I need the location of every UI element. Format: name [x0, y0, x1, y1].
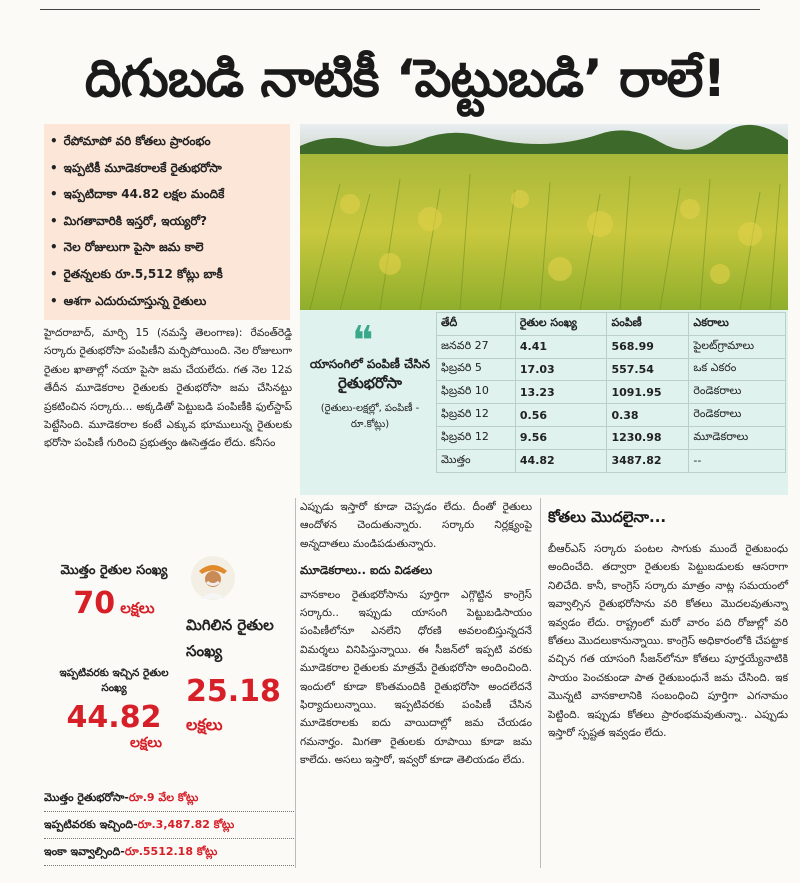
cell-acres: పైలట్‌గ్రామాలు: [689, 335, 786, 358]
cell-amount: 557.54: [607, 358, 689, 381]
given-farmers-label: ఇప్పటివరకు ఇచ్చిన రైతుల సంఖ్య: [59, 667, 169, 694]
cell-date: ఫిబ్రవరి 12: [437, 404, 516, 427]
highlight-item: • రేపోమాపో వరి కోతలు ప్రారంభం: [50, 128, 284, 155]
highlight-item: • మిగతావారికి ఇస్తరో, ఇయ్యరో?: [50, 208, 284, 235]
summary-line: [44, 812, 294, 839]
given-farmers-value: 44.82: [66, 700, 162, 735]
cell-farmers: 44.82: [515, 449, 607, 472]
remaining-farmers-value: 25.18: [186, 674, 281, 709]
given-farmers-unit: లక్షలు: [129, 735, 162, 751]
highlights-box: [44, 124, 290, 320]
farmer-illustration: [190, 555, 236, 601]
table-total-row: [437, 449, 786, 472]
distribution-table: [436, 312, 786, 473]
col3-body: బీఆర్‌ఎస్ సర్కారు పంటల సాగుకు ముందే రైతుబంధు అందించేది. తద్వారా రైతులకు పెట్టుబడులకు ఆసరాగా నిలిచేది. కానీ, కాంగ్రెస్ సర్కారు మాత్రం నాట్ల సమయంలో ఇవ్వాల్సిన రైతుభరోసాను వరి కోతలు మొదలవుతున్నా ఇవ్వడం లేదు. రాష్ట్రంలో మరో వారం పది రోజుల్లో వరి కోతలు మొదలుకానున్నాయి. కాంగ్రెస్ అధికారంలోకి చేపట్టాక వచ్చిన గత యాసంగి సీజన్‌లోనూ కోతలు పూర్తయ్యేనాటికి సాయం పెంచకుండా పాత రైతుబంధునే జమ చేసింది. ఇక మొన్నటి వానకాలానికి సంబంధించి పూర్తిగా ఎగనామం పెట్టింది. ఇప్పుడు కోతలు ప్రారంభమవుతున్నా.. ఎప్పుడు ఇస్తారో స్పష్టత ఇవ్వడం లేదు.: [548, 543, 788, 740]
header-cell: రైతుల సంఖ్య: [515, 313, 607, 336]
total-farmers-label: మొత్తం రైతుల సంఖ్య: [60, 563, 168, 578]
highlight-item: • ఇప్పటిదాకా 44.82 లక్షల మందికే: [50, 181, 284, 208]
paddy-field-photo: [300, 124, 788, 310]
headline: దిగుబడి నాటికీ ‘పెట్టుబడి’ రాలే!: [84, 49, 726, 109]
cell-farmers: 17.03: [515, 358, 607, 381]
remaining-farmers-unit: లక్షలు: [186, 715, 223, 734]
col2-subheading: మూడెకరాలు.. ఐదు విడతలు: [300, 563, 433, 578]
total-farmers-unit: లక్షలు: [120, 599, 155, 617]
table-caption: [306, 355, 434, 433]
cell-acres: రెండెకరాలు: [689, 381, 786, 404]
cell-farmers: 13.23: [515, 381, 607, 404]
table-row: [437, 426, 786, 449]
header-cell: పంపిణీ: [607, 313, 689, 336]
total-farmers-figure: [54, 586, 174, 621]
summary-label: ఇప్పటివరకు ఇచ్చింది-: [44, 818, 138, 831]
col2-body: వానకాలం రైతుభరోసాను పూర్తిగా ఎగ్గొట్టిన కాంగ్రెస్ సర్కారు.. ఇప్పుడు యాసంగి పెట్టుబడిసాయం పంపిణీలోనూ ఎనలేని ధోరణి అవలంబిస్తున్నదనే విమర్శలు వినిపిస్తున్నాయి. ఈ సీజన్‌లో ఇప్పటి వరకు మూడెకరాల రైతులకు మాత్రమే రైతుభరోసా అందించింది. ఇందులో కూడా కొంతమందికి రైతుభరోసా అందలేదనే ఫిర్యాదులున్నాయి. ఇప్పటివరకు పంపిణీ చేసిన మూడెకరాలకు ఐదు వాయిదాల్లో జమ చేయడం గమనార్హం. మిగతా రైతులకు రూపాయి కూడా జమ కాలేదు. అసలు ఇస్తారో, ఇవ్వరో కూడా తెలియడం లేదు.: [300, 588, 532, 767]
article-column-2: [300, 498, 532, 770]
amount-summary: [44, 785, 294, 866]
total-farmers-block: [54, 562, 174, 621]
summary-value: రూ.5512.18 కోట్లు: [124, 845, 218, 858]
cell-acres: --: [689, 449, 786, 472]
highlight-item: • రైతన్నలకు రూ.5,512 కోట్లు బాకీ: [50, 261, 284, 288]
summary-value: రూ.9 వేల కోట్లు: [128, 791, 199, 804]
cell-date: ఫిబ్రవరి 10: [437, 381, 516, 404]
header-cell: తేదీ: [437, 313, 516, 336]
caption-title: రైతుభరోసా: [338, 374, 402, 392]
col3-heading: కోతలు మొదలైనా...: [548, 508, 667, 526]
column-divider: [540, 498, 541, 868]
cell-amount: 3487.82: [607, 449, 689, 472]
summary-line: [44, 839, 294, 866]
highlight-item: • నెల రోజులుగా పైసా జమ కాలె: [50, 234, 284, 261]
highlight-item: • ఆశగా ఎదురుచూస్తున్న రైతులు: [50, 288, 284, 315]
caption-top: యాసంగిలో పంపిణీ చేసిన: [309, 357, 431, 371]
summary-value: రూ.3,487.82 కోట్లు: [137, 818, 235, 831]
cell-amount: 0.38: [607, 404, 689, 427]
cell-acres: రెండెకరాలు: [689, 404, 786, 427]
table-row: [437, 358, 786, 381]
cell-amount: 568.99: [607, 335, 689, 358]
cell-acres: ఒక ఎకరం: [689, 358, 786, 381]
table-header-row: [437, 313, 786, 336]
article-intro: హైదరాబాద్, మార్చి 15 (నమస్తే తెలంగాణ): రేవంత్‌రెడ్డి సర్కారు రైతుభరోసా పంపిణీని మర్చిపోయింది. నెల రోజులుగా రైతుల ఖాతాల్లో నయా పైసా జమ చేయలేదు. గత నెల 12వ తేదీన మూడెకరాల రైతులకు రైతుభరోసా జమ చేసినట్టు ప్రకటించిన సర్కారు... అక్కడితో పెట్టుబడి పంపిణీకి ఫుల్‌స్టాప్ పెట్టేసింది. మూడెకరాల కంటే ఎక్కువ భూములున్న రైతులకు భరోసా పంపిణీ గురించి ప్రభుత్వం ఊసెత్తడం లేదు. కనీసం: [44, 327, 292, 450]
col2-intro: ఎప్పుడు ఇస్తారో కూడా చెప్పడం లేదు. దీంతో రైతులు ఆందోళన చెందుతున్నారు. సర్కారు నిర్లక్ష్యంపై అన్నదాతలు మండిపడుతున్నారు.: [300, 501, 532, 550]
given-farmers-block: [54, 666, 174, 754]
cell-amount: 1230.98: [607, 426, 689, 449]
cell-date: జనవరి 27: [437, 335, 516, 358]
cell-acres: మూడెకరాలు: [689, 426, 786, 449]
table-row: [437, 335, 786, 358]
highlight-item: • ఇప్పటికీ మూడెకరాలకే రైతుభరోసా: [50, 155, 284, 182]
cell-date: ఫిబ్రవరి 5: [437, 358, 516, 381]
cell-date: ఫిబ్రవరి 12: [437, 426, 516, 449]
cell-date: మొత్తం: [437, 449, 516, 472]
stats-box: [44, 548, 292, 782]
total-farmers-value: 70: [73, 586, 116, 621]
caption-note: (రైతులు-లక్షల్లో, పంపిణీ - రూ.కోట్లు): [320, 403, 420, 430]
remaining-farmers-label: మిగిలిన రైతుల సంఖ్య: [186, 616, 274, 660]
quote-icon: ❝: [352, 318, 374, 364]
cell-farmers: 9.56: [515, 426, 607, 449]
summary-line: [44, 785, 294, 812]
remaining-farmers-block: [186, 612, 290, 738]
top-rule: [40, 0, 760, 10]
summary-label: మొత్తం రైతుభరోసా-: [44, 791, 129, 804]
cell-farmers: 4.41: [515, 335, 607, 358]
cell-amount: 1091.95: [607, 381, 689, 404]
summary-label: ఇంకా ఇవ్వాల్సింది-: [44, 845, 125, 858]
table-row: [437, 404, 786, 427]
column-divider: [295, 498, 296, 868]
header-cell: ఎకరాలు: [689, 313, 786, 336]
table-row: [437, 381, 786, 404]
cell-farmers: 0.56: [515, 404, 607, 427]
